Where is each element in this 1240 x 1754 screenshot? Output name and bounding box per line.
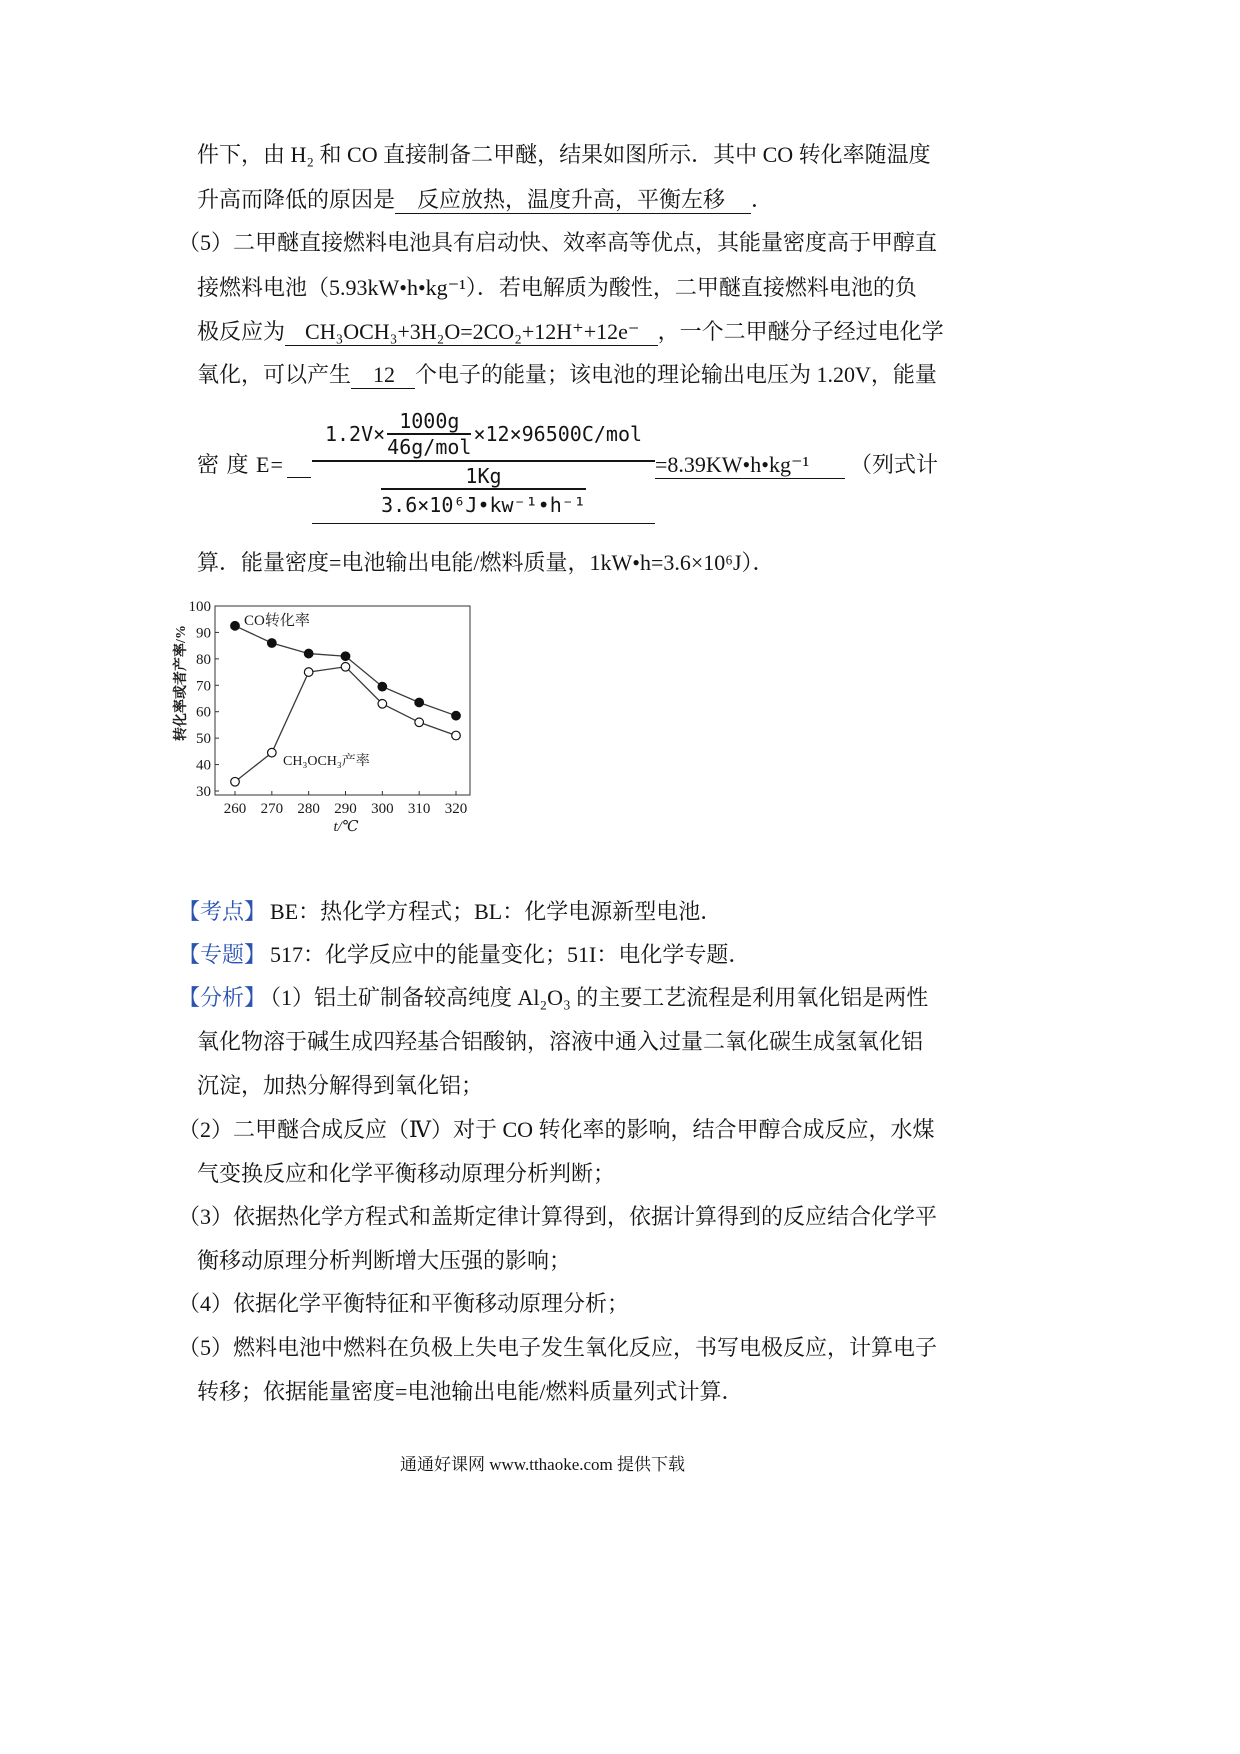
dme-yield-point xyxy=(231,777,240,786)
y-tick-label: 90 xyxy=(196,625,211,642)
question-line-6-end: 个电子的能量；该电池的理论输出电压为 1.20V，能量 xyxy=(415,362,937,387)
x-tick-label: 300 xyxy=(371,801,394,817)
y-axis-label: 转化率或者产率/% xyxy=(174,625,189,741)
question-line-6 xyxy=(197,361,937,389)
fenxi-line: （5）燃料电池中燃料在负极上失电子发生氧化反应，书写电极反应，计算电子 xyxy=(178,1335,938,1360)
co-conversion-series-label: CO转化率 xyxy=(244,613,310,629)
formula-moles-denominator: 46g/mol xyxy=(387,434,472,459)
formula-voltage-term: 1.2V× xyxy=(324,422,386,446)
co-conversion-point xyxy=(378,682,387,691)
question-line-2-text: 升高而降低的原因是 xyxy=(197,187,396,212)
question-line-5 xyxy=(197,318,944,346)
formula-charge-term: ×12×96500C/mol xyxy=(473,422,643,446)
fenxi-tag: 【分析】 xyxy=(178,985,267,1010)
fenxi-line: （4）依据化学平衡特征和平衡移动原理分析； xyxy=(178,1291,630,1316)
x-tick-label: 320 xyxy=(444,801,468,817)
fenxi-line: （2）二甲醚合成反应（Ⅳ）对于 CO 转化率的影响，结合甲醇合成反应，水煤 xyxy=(178,1117,935,1142)
kaodian-text: BE：热化学方程式；BL：化学电源新型电池． xyxy=(270,899,723,924)
y-tick-label: 60 xyxy=(196,704,211,721)
co-conversion-point xyxy=(452,711,461,720)
dme-yield-point xyxy=(304,668,313,677)
fenxi-row xyxy=(178,984,928,1012)
x-tick-label: 260 xyxy=(223,801,247,817)
formula-mass-term: 1Kg xyxy=(465,464,502,489)
dme-yield-point xyxy=(268,748,277,757)
zhuanti-row xyxy=(178,941,750,969)
zhuanti-text: 517：化学反应中的能量变化；51I：电化学专题． xyxy=(270,942,751,967)
x-tick-label: 280 xyxy=(297,801,320,817)
x-tick-label: 270 xyxy=(260,801,284,817)
y-tick-label: 80 xyxy=(196,651,211,668)
y-axis-ticks xyxy=(189,599,220,800)
y-tick-label: 50 xyxy=(196,731,211,748)
fenxi-line: 气变换反应和化学平衡移动原理分析判断； xyxy=(197,1161,616,1186)
fenxi-line: 沉淀，加热分解得到氧化铝； xyxy=(197,1073,484,1098)
question-line-8: 算．能量密度=电池输出电能/燃料质量，1kW•h=3.6×10⁶J）． xyxy=(197,550,775,575)
fenxi-line: 转移；依据能量密度=电池输出电能/燃料质量列式计算． xyxy=(197,1379,744,1404)
question-line-4: 接燃料电池（5.93kW•h•kg⁻¹）．若电解质为酸性，二甲醚直接燃料电池的负 xyxy=(197,275,917,300)
answer-electrode-reaction-blank: CH₃OCH₃+3H₂O=2CO₂+12H⁺+12e⁻ xyxy=(285,319,658,346)
answer-reason-blank: 反应放热，温度升高，平衡左移 xyxy=(395,187,751,214)
co-conversion-point xyxy=(341,652,350,661)
question-line-3: （5）二甲醚直接燃料电池具有启动快、效率高等优点，其能量密度高于甲醇直 xyxy=(178,230,938,255)
page-footer: 通通好课网 www.tthaoke.com 提供下载 xyxy=(400,1455,686,1474)
x-axis-label: t/℃ xyxy=(333,819,359,835)
kaodian-tag: 【考点】 xyxy=(178,899,267,924)
answer-energy-density-result xyxy=(655,451,845,479)
kaodian-row xyxy=(178,898,722,926)
co-conversion-point xyxy=(304,649,313,658)
dme-yield-series-label: CH₃OCH₃产率 xyxy=(283,754,370,769)
formula-energy-conversion-fraction xyxy=(381,464,586,520)
question-line-6-text: 氧化，可以产生 xyxy=(197,362,352,387)
co-conversion-point xyxy=(268,639,277,648)
x-tick-label: 290 xyxy=(334,801,357,817)
question-line-2 xyxy=(197,186,773,214)
question-line-5-text: 极反应为 xyxy=(197,319,286,344)
answer-energy-density-blank-start xyxy=(287,451,311,478)
question-line-5-end: ，一个二甲醚分子经过电化学 xyxy=(657,319,944,344)
dme-yield-point xyxy=(341,662,350,671)
question-line-2-end: ． xyxy=(751,187,774,212)
answer-electron-count-blank: 12 xyxy=(351,362,415,389)
energy-density-formula xyxy=(312,408,655,524)
formula-moles-numerator: 1000g xyxy=(399,409,460,434)
fenxi-line: （3）依据热化学方程式和盖斯定律计算得到，依据计算得到的反应结合化学平 xyxy=(178,1204,938,1229)
y-tick-label: 40 xyxy=(196,757,211,774)
fenxi-line: 氧化物溶于碱生成四羟基合铝酸钠，溶液中通入过量二氧化碳生成氢氧化铝 xyxy=(197,1029,924,1054)
question-line-1: 件下，由 H₂ 和 CO 直接制备二甲醚，结果如图所示．其中 CO 转化率随温度 xyxy=(197,142,931,167)
fenxi-line: 衡移动原理分析判断增大压强的影响； xyxy=(197,1248,572,1273)
co-conversion-point xyxy=(231,622,240,631)
dme-yield-point xyxy=(378,699,387,708)
question-line-7-end: （列式计 xyxy=(850,452,939,477)
energy-density-value: =8.39KW•h•kg⁻¹ xyxy=(655,452,845,479)
question-line-7-text: 密 度 E= xyxy=(197,452,284,477)
dme-yield-point xyxy=(452,731,461,740)
dme-yield-point xyxy=(415,718,424,727)
x-tick-label: 310 xyxy=(407,801,431,817)
y-tick-label: 30 xyxy=(196,784,211,800)
y-tick-label: 70 xyxy=(196,678,211,695)
co-conversion-point xyxy=(415,698,424,707)
co-conversion-dme-yield-chart xyxy=(170,595,490,840)
formula-denominator xyxy=(312,462,655,524)
zhuanti-tag: 【专题】 xyxy=(178,942,267,967)
formula-numerator xyxy=(312,408,655,460)
fenxi-line: （1）铝土矿制备较高纯度 Al₂O₃ 的主要工艺流程是利用氧化铝是两性 xyxy=(270,985,929,1010)
formula-conversion-factor: 3.6×10⁶J•kw⁻¹•h⁻¹ xyxy=(381,492,586,517)
formula-moles-fraction xyxy=(387,409,471,459)
y-tick-label: 100 xyxy=(188,599,211,615)
